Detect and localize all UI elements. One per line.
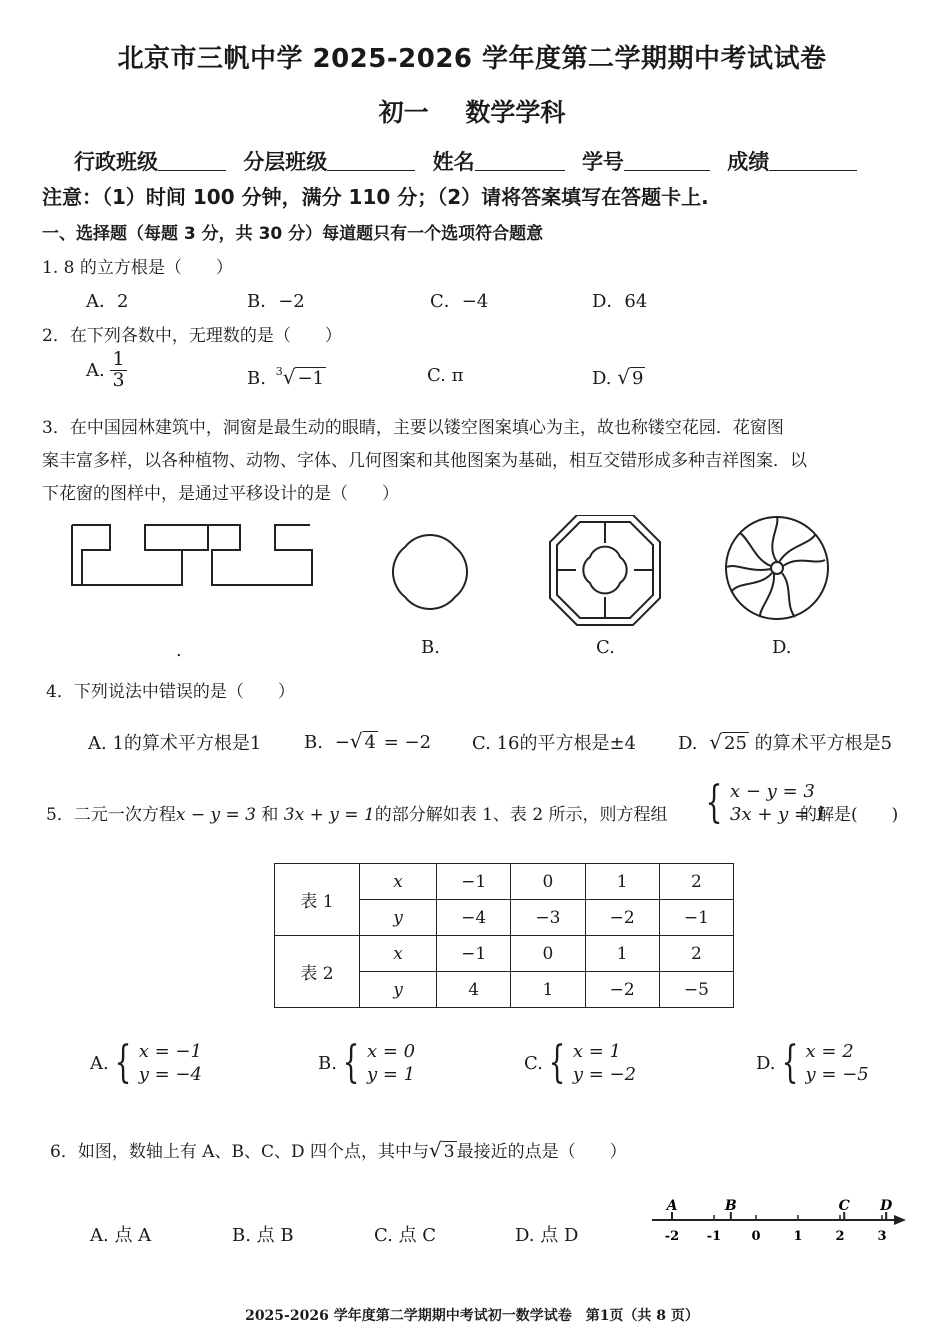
q6-stem-pre: 6．如图，数轴上有 A、B、C、D 四个点，其中与 bbox=[50, 1142, 430, 1162]
q5-option-c[interactable] bbox=[524, 1037, 637, 1089]
q5-eq1: x − y = 3 bbox=[175, 805, 256, 825]
q3-figures bbox=[60, 515, 920, 635]
brace-icon: { bbox=[705, 777, 723, 829]
exam-notice: 注意：（1）时间 100 分钟，满分 110 分；（2）请将答案填写在答题卡上. bbox=[42, 185, 709, 209]
q5-option-b[interactable] bbox=[318, 1037, 416, 1089]
tick-label: 0 bbox=[751, 1229, 761, 1244]
field-level-class: 分层班级 bbox=[243, 150, 328, 174]
q4-b-minus: − bbox=[334, 732, 350, 753]
subject-label: 数学学科 bbox=[465, 98, 566, 127]
q5-stem-post: 的解是( ) bbox=[800, 805, 899, 825]
tick-label: -1 bbox=[706, 1229, 722, 1244]
brace-icon: { bbox=[548, 1037, 566, 1089]
q4-b-radicand: 4 bbox=[364, 732, 376, 753]
q5-a-y: y = −4 bbox=[138, 1064, 202, 1086]
q5-d-label: D. bbox=[756, 1052, 776, 1074]
table-cell: 2 bbox=[659, 936, 733, 972]
table-cell: −2 bbox=[585, 900, 659, 936]
q5-eq2: 3x + y = 1 bbox=[283, 805, 375, 825]
q5-b-label: B. bbox=[318, 1052, 337, 1074]
arrow-icon bbox=[894, 1215, 906, 1225]
tick-label: 1 bbox=[793, 1229, 803, 1244]
q4-option-a[interactable]: A. 1的算术平方根是1 bbox=[88, 733, 262, 754]
tick-label: 3 bbox=[877, 1229, 887, 1244]
q5-system-eq2: 3x + y = 1 bbox=[730, 804, 827, 826]
q3-line1: 3．在中国园林建筑中，洞窗是最生动的眼睛，主要以镂空图案填心为主，故也称镂空花园．花窗图 bbox=[42, 418, 784, 438]
page-footer: 2025-2026 学年度第二学期期中考试初一数学试卷 第1页（共 8 页） bbox=[245, 1308, 699, 1324]
q5-stem bbox=[46, 800, 668, 825]
q5-b-x: x = 0 bbox=[366, 1041, 416, 1062]
table-cell: −4 bbox=[437, 900, 511, 936]
field-name: 姓名 bbox=[432, 150, 475, 174]
q4-b-label: B. bbox=[304, 732, 323, 753]
q2-b-label: B. bbox=[247, 368, 266, 389]
radical-sign-icon: √ bbox=[709, 730, 722, 754]
q4-d-radicand: 25 bbox=[724, 733, 747, 754]
radical-sign-icon: √ bbox=[349, 729, 363, 753]
table1-x-label: x bbox=[360, 864, 437, 900]
q4-option-d[interactable] bbox=[678, 729, 892, 755]
student-info-row bbox=[74, 146, 857, 176]
q2-option-a[interactable] bbox=[86, 350, 127, 391]
radical-sign-icon: √ bbox=[429, 1138, 442, 1162]
q5-c-label: C. bbox=[524, 1052, 543, 1074]
q3-label-b[interactable]: B. bbox=[421, 637, 440, 658]
student-id-blank[interactable] bbox=[624, 150, 710, 171]
brace-icon: { bbox=[114, 1037, 132, 1089]
q1-option-a[interactable]: A．2 bbox=[86, 291, 129, 312]
q6-stem-post: 最接近的点是（ ） bbox=[456, 1142, 627, 1162]
q2-option-c[interactable]: C. π bbox=[427, 365, 464, 386]
q5-b-y: y = 1 bbox=[366, 1064, 416, 1086]
table-row bbox=[275, 864, 734, 900]
table-cell: 1 bbox=[585, 936, 659, 972]
q4-option-b[interactable] bbox=[304, 729, 431, 753]
cube-root-index: 3 bbox=[275, 365, 283, 378]
q6-option-c[interactable]: C. 点 C bbox=[374, 1225, 437, 1246]
table-cell: −1 bbox=[659, 900, 733, 936]
tick-label: 2 bbox=[835, 1229, 845, 1244]
q5-a-x: x = −1 bbox=[138, 1041, 202, 1062]
field-class: 行政班级 bbox=[74, 150, 158, 174]
q4-d-label: D. bbox=[678, 733, 698, 754]
table-cell: −1 bbox=[437, 936, 511, 972]
q1-option-c[interactable]: C．−4 bbox=[430, 291, 489, 312]
class-blank[interactable] bbox=[158, 150, 226, 171]
brace-icon: { bbox=[781, 1037, 798, 1089]
table1-y-label: y bbox=[360, 900, 437, 936]
table-cell: 0 bbox=[511, 936, 585, 972]
field-student-id: 学号 bbox=[581, 150, 624, 174]
q4-stem: 4．下列说法中错误的是（ ） bbox=[46, 682, 295, 702]
figure-a-translation-pattern[interactable] bbox=[72, 525, 312, 585]
table-cell: 4 bbox=[437, 972, 511, 1008]
q2-d-label: D. bbox=[592, 368, 612, 389]
point-label-c: C bbox=[838, 1198, 850, 1214]
fraction-one-third bbox=[110, 350, 126, 391]
tick-label: -2 bbox=[664, 1229, 680, 1244]
table-cell: 0 bbox=[511, 864, 585, 900]
point-label-a: A bbox=[666, 1198, 678, 1214]
exam-subtitle bbox=[0, 93, 944, 129]
radical-sign-icon: √ bbox=[282, 365, 296, 389]
name-blank[interactable] bbox=[475, 150, 565, 171]
point-label-d: D bbox=[880, 1198, 893, 1214]
score-blank[interactable] bbox=[769, 150, 857, 171]
number-line bbox=[648, 1190, 910, 1250]
q1-option-b[interactable]: B．−2 bbox=[247, 291, 305, 312]
q3-label-a[interactable]: . bbox=[176, 640, 182, 661]
q3-line2: 案丰富多样，以各种植物、动物、字体、几何图案和其他图案为基础，相互交错形成多种吉祥图案．以 bbox=[42, 451, 807, 471]
q6-stem bbox=[50, 1137, 627, 1162]
table-cell: −1 bbox=[437, 864, 511, 900]
q5-table bbox=[274, 863, 734, 1008]
section-heading: 一、选择题（每题 3 分，共 30 分）每道题只有一个选项符合题意 bbox=[42, 224, 544, 244]
q6-option-b[interactable]: B. 点 B bbox=[232, 1225, 294, 1246]
q6-option-d[interactable]: D. 点 D bbox=[515, 1225, 579, 1246]
q5-d-y: y = −5 bbox=[805, 1064, 869, 1086]
q5-d-x: x = 2 bbox=[805, 1041, 854, 1062]
q4-b-result: = −2 bbox=[383, 732, 432, 753]
denominator: 3 bbox=[112, 368, 125, 391]
table-cell: −3 bbox=[511, 900, 585, 936]
q2-a-label: A. bbox=[86, 359, 105, 381]
table-cell: 1 bbox=[511, 972, 585, 1008]
q6-radicand: 3 bbox=[443, 1142, 455, 1162]
grade-label: 初一 bbox=[378, 98, 429, 127]
q5-c-x: x = 1 bbox=[572, 1041, 621, 1062]
figure-b-quatrefoil[interactable] bbox=[393, 535, 467, 609]
table2-label: 表 2 bbox=[275, 936, 360, 1008]
q2-stem: 2．在下列各数中，无理数的是（ ） bbox=[42, 326, 342, 346]
point-label-b: B bbox=[724, 1198, 737, 1214]
table-row bbox=[275, 936, 734, 972]
level-class-blank[interactable] bbox=[327, 150, 415, 171]
table-cell: 2 bbox=[659, 864, 733, 900]
q2-b-radicand: −1 bbox=[297, 368, 324, 389]
q3-label-d[interactable]: D. bbox=[772, 637, 792, 658]
table-cell: 1 bbox=[585, 864, 659, 900]
table-cell: −2 bbox=[585, 972, 659, 1008]
exam-title: 北京市三帆中学 2025-2026 学年度第二学期期中考试试卷 bbox=[117, 44, 827, 74]
q5-option-a[interactable] bbox=[90, 1037, 202, 1089]
table1-label: 表 1 bbox=[275, 864, 360, 936]
q6-option-a[interactable]: A. 点 A bbox=[90, 1225, 152, 1246]
q1-option-d[interactable]: D．64 bbox=[592, 291, 648, 312]
q3-line3: 下花窗的图样中，是通过平移设计的是（ ） bbox=[42, 484, 399, 504]
q3-label-c[interactable]: C. bbox=[596, 637, 615, 658]
q5-stem-mid: 的部分解如表 1、表 2 所示，则方程组 bbox=[374, 805, 668, 825]
q5-a-label: A. bbox=[90, 1052, 109, 1074]
q4-option-c[interactable]: C. 16的平方根是±4 bbox=[472, 733, 637, 754]
figure-c-octagon-window[interactable] bbox=[550, 515, 660, 625]
q4-d-text: 的算术平方根是5 bbox=[754, 733, 893, 754]
q5-and: 和 bbox=[261, 805, 279, 825]
q5-system-eq1: x − y = 3 bbox=[730, 781, 815, 802]
q5-option-d[interactable] bbox=[756, 1037, 869, 1089]
q2-option-b[interactable] bbox=[247, 365, 326, 389]
figure-d-pinwheel[interactable] bbox=[726, 517, 828, 619]
field-score: 成绩 bbox=[727, 150, 770, 174]
q5-stem-pre: 5．二元一次方程 bbox=[46, 805, 176, 825]
table-cell: −5 bbox=[659, 972, 733, 1008]
radical-sign-icon: √ bbox=[617, 365, 630, 389]
table2-y-label: y bbox=[360, 972, 437, 1008]
table2-x-label: x bbox=[360, 936, 437, 972]
numerator: 1 bbox=[112, 348, 125, 370]
q2-option-d[interactable] bbox=[592, 365, 645, 389]
q2-d-radicand: 9 bbox=[632, 368, 644, 389]
brace-icon: { bbox=[342, 1037, 360, 1089]
q5-c-y: y = −2 bbox=[572, 1064, 637, 1086]
q1-stem: 1. 8 的立方根是（ ） bbox=[42, 258, 233, 278]
